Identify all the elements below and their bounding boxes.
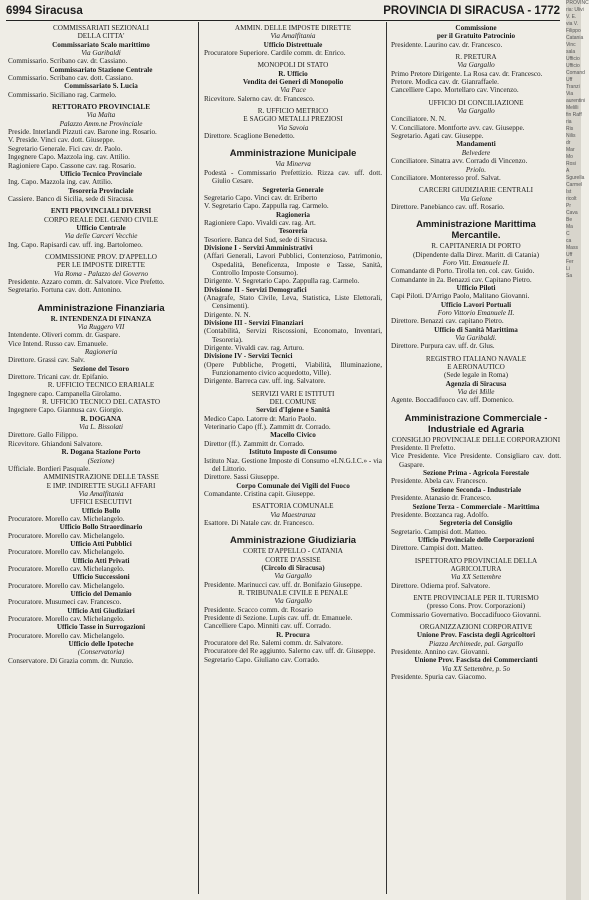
section-heading: UFFICI ESECUTIVI [70, 498, 132, 507]
entry-text: Segretario. Agati cav. Giuseppe. [391, 132, 484, 141]
entry-text: Ingegnere Capo. Giannusa cav. Giorgio. [8, 406, 124, 415]
address-line: Foro Vitt. Emanuele II. [442, 258, 510, 267]
margin-fragment: Nilis [566, 133, 576, 139]
entry-text: Conservatore. Di Grazia comm. dr. Nunzio. [8, 656, 134, 665]
entry-text: Direttore. Campisi dott. Matteo. [391, 544, 484, 553]
margin-fragment: Comand [566, 70, 585, 76]
address-line: Foro Vittorio Emanuele II. [437, 308, 515, 317]
office-heading: Ragioneria [276, 210, 310, 219]
office-heading: R. DOGANA [80, 414, 122, 423]
address-line: Via Gargallo [457, 107, 495, 116]
office-heading: Ufficio Tasse in Surrogazioni [56, 623, 146, 632]
office-heading: Ufficio Piloti [456, 283, 496, 292]
margin-fragment: Rosi [566, 161, 577, 167]
margin-fragment: Ma [566, 224, 573, 230]
entry-text: V. Preside. Vinci cav. dott. Giuseppe. [8, 136, 115, 145]
section-heading: DELLA CITTA' [77, 32, 125, 41]
section-heading: AMMINISTRAZIONE DELLE TASSE [43, 473, 159, 482]
entry-text: Preside. Interlandi Pizzuti cav. Barone ing. Rosario. [8, 128, 157, 137]
entry-text: Direttore. Odierna prof. Salvatore. [391, 581, 490, 590]
office-heading: Commissariato Scalo marittimo [52, 40, 150, 49]
margin-fragment: Sgurella [566, 175, 585, 181]
section-heading: COMMISSIONE PROV. D'APPELLO [45, 252, 157, 261]
entry-text: Primo Pretore Dirigente. La Rosa cav. dr. Francesco. [391, 69, 543, 78]
entry-text: Procuratore. Morello cav. Michelangelo. [8, 514, 125, 523]
entry-text: Conciliatore. Monteresso prof. Salvat. [391, 173, 501, 182]
address-line: (Conservatoria) [77, 648, 125, 657]
entry-text: Segretario. Fortuna cav. dott. Antonino. [8, 286, 122, 295]
column-divider [386, 22, 387, 894]
administration-title: Amministrazione Commerciale - Industriale ed Agraria [404, 411, 548, 434]
address-line: Via Garibaldi [81, 49, 121, 58]
page-number-and-city: 6994 Siracusa [6, 5, 83, 17]
margin-fragment: Carmel [566, 182, 583, 188]
address-line: Via Amalfitania [270, 32, 316, 41]
section-heading: (Sede legale in Roma) [443, 371, 509, 380]
province-title: PROVINCIA DI SIRACUSA - 1772 [383, 5, 560, 17]
column-3 [391, 24, 561, 892]
section-heading: MONOPOLI DI STATO [257, 61, 329, 70]
office-heading: Commissariato S. Lucia [64, 82, 138, 91]
entry-text: Direttore. Scaglione Benedetto. [204, 132, 295, 141]
division-heading: Divisione I - Servizi Amministrativi [204, 243, 313, 252]
office-heading: Unione Prov. Fascista dei Commercianti [414, 656, 538, 665]
entry-text: Direttore. Grassi cav. Salv. [8, 356, 85, 365]
margin-fragment: C [566, 231, 570, 237]
margin-fragment: V. E. [566, 14, 577, 20]
office-heading: Ufficio delle Ipoteche [68, 640, 134, 649]
entry-text: Direttore. Tricani cav. dr. Epifanio. [8, 373, 109, 382]
section-heading: SERVIZI VARI E ISTITUTI [251, 389, 335, 398]
spacer [204, 140, 382, 144]
margin-fragment: Catania [566, 35, 584, 41]
address-line: Via Gargallo [457, 61, 495, 70]
margin-fragment: Mo [566, 154, 573, 160]
address-line: Via delle Carceri Vecchie [64, 232, 138, 241]
section-heading: ORGANIZZAZIONI CORPORATIVE [419, 622, 533, 631]
entry-text: Direttore. Purpura cav. uff. dr. Glus. [391, 342, 495, 351]
entry-text: Ingegnere capo. Campanella Girolamo. [8, 389, 122, 398]
entry-text: Commissario Governativo. Boccadifuoco Giovanni. [391, 610, 541, 619]
office-heading: Istituto Imposte di Consumo [249, 448, 337, 457]
margin-fragment: Filippo [566, 28, 581, 34]
address-line: Palazzo Amm.ne Provinciale [59, 119, 143, 128]
spacer [391, 211, 561, 215]
section-heading: (presso Cons. Prov. Corporazioni) [427, 602, 525, 611]
entry-text: Ragioniere Capo. Vivaldi cav. rag. Art. [204, 218, 316, 227]
office-heading: Ufficio del Demanio [70, 590, 132, 598]
section-heading: R. CAPITANERIA DI PORTO [431, 242, 521, 251]
entry-text: Procuratore. Morello cav. Michelangelo. [8, 581, 125, 590]
margin-fragment: Ufficio [566, 63, 580, 69]
office-heading: Ufficio Bollo [81, 506, 121, 515]
margin-fragment: A [566, 168, 570, 174]
office-heading: Ufficio Atti Pubblici [70, 539, 132, 548]
office-heading: Unione Prov. Fascista degli Agricoltori [416, 631, 536, 640]
section-heading: ENTE PROVINCIALE PER IL TURISMO [413, 593, 539, 602]
office-heading: Macello Civico [270, 431, 316, 440]
margin-fragment: ricolt [566, 196, 577, 202]
margin-fragment: fin Raff [566, 112, 582, 118]
office-heading: Tesoreria Provinciale [68, 186, 134, 195]
office-heading: Agenzia di Siracusa [445, 379, 507, 388]
office-heading: Ufficio Atti Privati [72, 556, 130, 565]
entry-text: Procuratore. Morello cav. Michelangelo. [8, 548, 125, 557]
spacer [391, 405, 561, 409]
entry-text: Procuratore. Musumeci cav. Francesco. [8, 598, 122, 607]
entry-text: Commissario. Siciliano rag. Carmelo. [8, 90, 117, 99]
entry-text: Ricevitore. Ghiandoni Salvatore. [8, 439, 103, 448]
entry-text: Intendente. Oliveri comm. dr. Gaspare. [8, 331, 121, 340]
office-heading: Ufficio Atti Giudiziari [67, 606, 135, 615]
address-line: Via Gargallo [274, 597, 312, 606]
office-heading: Mandamenti [456, 140, 496, 149]
margin-fragment: sala [566, 49, 576, 55]
administration-title: Amministrazione Municipale [229, 147, 357, 159]
address-line: Via Maestranza [270, 510, 316, 519]
address-line: Via XX Settembre, p. 5o [441, 664, 511, 673]
running-header [6, 2, 564, 20]
entry-text: Presidente. Marinucci cav. uff. dr. Bonifazio Giuseppe. [204, 580, 363, 589]
administration-title: Amministrazione Marittima Mercantile. [416, 218, 536, 241]
address-line: Priolo. [465, 165, 487, 174]
address-line: Belvedere [461, 148, 491, 157]
entry-text: Presidente di Sezione. Lupis cav. uff. dr. Emanuele. [204, 614, 353, 622]
entry-text: (Affari Generali, Lavori Pubblici, Contenzioso, Patrimonio, Ospedalità, Beneficenza, Imposte e Tasse, Sanità, Controllo Imposte Consumo). [204, 252, 382, 277]
margin-fragment: Uff [566, 252, 573, 258]
entry-text: Tesoriere. Banca del Sud, sede di Siracusa. [204, 235, 328, 244]
administration-title: Amministrazione Finanziaria [37, 301, 165, 313]
section-heading: R. TRIBUNALE CIVILE E PENALE [238, 588, 348, 597]
entry-text: Procuratore. Morello cav. Michelangelo. [8, 615, 125, 624]
office-heading: Ufficio Centrale [76, 223, 126, 232]
entry-text: Procuratore del Re aggiunto. Salerno cav. uff. dr. Giuseppe. [204, 647, 376, 656]
entry-text: Conciliatore. Sinatra avv. Corrado di Vincenzo. [391, 157, 528, 166]
entry-text: Direttore. Benazzi cav. capitano Pietro. [391, 317, 504, 326]
section-heading: REGISTRO ITALIANO NAVALE [425, 354, 527, 363]
margin-fragment: Be [566, 217, 573, 223]
office-heading: Sezione Seconda - Industriale [430, 485, 522, 494]
entry-text: Commissario. Scribano cav. dr. Cassiano. [8, 57, 128, 66]
section-heading: E AERONAUTICO [447, 363, 505, 372]
entry-text: Presidente. Abela cav. Francesco. [391, 477, 488, 486]
margin-fragment: Mar [566, 147, 575, 153]
entry-text: Cancelliere Capo. Minniti cav. uff. Corrado. [204, 622, 331, 631]
administration-title: Amministrazione Giudiziaria [229, 534, 357, 546]
office-heading: Commissariato Stazione Centrale [49, 65, 153, 74]
section-heading: ISPETTORATO PROVINCIALE DELLA AGRICOLTURA [414, 556, 538, 573]
division-heading: Divisione II - Servizi Demografici [204, 285, 307, 294]
section-heading: UFFICIO DI CONCILIAZIONE [428, 98, 524, 107]
address-line: Via Ruggero VII [77, 323, 125, 331]
entry-text: Direttore. Sassi Giuseppe. [204, 473, 280, 482]
margin-fragment: aurentini [566, 98, 586, 104]
margin-fragment: Li [566, 266, 570, 272]
margin-fragment: Ris [566, 126, 574, 132]
margin-fragment: Melilli [566, 105, 579, 111]
office-heading: Sezione del Tesoro [72, 364, 130, 373]
entry-text: Presidente. Spuria cav. Giacomo. [391, 673, 487, 682]
address-line: Via Minerva [275, 160, 311, 169]
entry-text: Comandante. Cristina capit. Giuseppe. [204, 489, 315, 498]
entry-text: Segretario Capo. Vinci cav. dr. Eriberto [204, 193, 318, 202]
margin-fragment: Cava [566, 210, 578, 216]
entry-text: Presidente. Scacco comm. dr. Rosario [204, 605, 313, 614]
office-heading: RETTORATO PROVINCIALE [51, 103, 151, 112]
entry-text: Cancelliere Capo. Mortellaro cav. Vincenzo. [391, 86, 519, 95]
entry-text: Esattore. Di Natale cav. dr. Francesco. [204, 518, 314, 527]
office-heading: Vendita dei Generi di Monopolio [242, 78, 344, 87]
address-line: Ragioneria [84, 348, 118, 357]
office-heading: Ufficio Tecnico Provinciale [59, 169, 143, 178]
column-1 [8, 24, 194, 892]
margin-fragment: ria: Ulivi [566, 7, 584, 13]
section-heading: DEL COMUNE [269, 398, 317, 407]
margin-fragment: Ist [566, 189, 572, 195]
margin-fragment: Pr [566, 203, 571, 209]
entry-text: Ing. Capo. Rapisardi cav. uff. ing. Bartolomeo. [8, 240, 143, 249]
office-heading: R. Ufficio [278, 69, 308, 78]
entry-text: Ing. Capo. Mazzola ing. cav. Attilio. [8, 178, 113, 187]
entry-text: V. Conciliatore. Montforte avv. cav. Giuseppe. [391, 123, 525, 132]
entry-text: Presidente. Laurino cav. dr. Francesco. [391, 40, 503, 49]
entry-text: Segretario. Campisi dott. Matteo. [391, 527, 487, 536]
address-line: Via dei Mille [457, 388, 495, 397]
section-heading: CORTE D'ASSISE [265, 555, 321, 564]
entry-text: Agente. Boccadifuoco cav. uff. Domenico. [391, 396, 514, 405]
entry-text: Procuratore. Morello cav. Michelangelo. [8, 564, 125, 573]
section-heading: ESATTORIA COMUNALE [252, 502, 334, 511]
column-2 [204, 24, 382, 892]
entry-text: Presidente. Bozzanca rag. Adolfo. [391, 510, 489, 519]
address-line: Via Amalfitania [78, 489, 124, 498]
entry-text: Procuratore. Morello cav. Michelangelo. [8, 631, 125, 640]
section-heading: R. UFFICIO TECNICO ERARIALE [47, 381, 155, 390]
entry-text: Direttore. Gallo Filippo. [8, 431, 78, 440]
entry-text: Procuratore. Morello cav. Michelangelo. [8, 531, 125, 540]
entry-text: Vice Presidente. Vice Presidente. Consigliaro cav. dott. Gaspare. [391, 452, 561, 469]
margin-fragment: Mass [566, 245, 578, 251]
address-line: (Sezione) [87, 456, 115, 465]
section-heading: CORPO REALE DEL GENIO CIVILE [44, 215, 158, 224]
entry-text: Capi Piloti. D'Arrigo Paolo, Malitano Giovanni. [391, 292, 530, 301]
entry-text: (Contabilità, Servizi Riscossioni, Economato, Inventari, Tesoreria). [204, 327, 382, 344]
entry-text: Comandante di Porto. Tirolla ten. col. cav. Guido. [391, 267, 535, 276]
section-heading: R. PRETURA [455, 53, 497, 62]
margin-fragment: Fer [566, 259, 574, 265]
entry-text: Cassiere. Banco di Sicilia, sede di Siracusa. [8, 194, 134, 203]
section-heading: AMMIN. DELLE IMPOSTE DIRETTE [234, 24, 352, 32]
entry-text: Dirigente. Barreca cav. uff. ing. Salvatore. [204, 377, 326, 386]
entry-text: Procuratore del Re. Salemi comm. dr. Salvatore. [204, 639, 343, 648]
section-heading: E SAGGIO METALLI PREZIOSI [243, 115, 343, 124]
entry-text: Segretario Generale. Fici cav. dr. Paolo. [8, 144, 123, 153]
address-line: Via Gargallo [274, 572, 312, 581]
entry-text: Veterinario Capo (ff.). Zammitt dr. Corrado. [204, 423, 331, 432]
entry-text: Ingegnere Capo. Mazzola ing. cav. Attilio. [8, 153, 130, 162]
entry-text: Commissario. Scribano cav. dott. Cassiano. [8, 74, 133, 83]
entry-text: Ufficiale. Bordieri Pasquale. [8, 464, 91, 473]
entry-text: Presidente. Azzaro comm. dr. Salvatore. Vice Prefetto. [8, 277, 165, 286]
section-heading: CORTE D'APPELLO - CATANIA [243, 547, 343, 556]
margin-fragment: Uff [566, 77, 573, 83]
office-heading: per il Gratuito Patrocinio [436, 32, 516, 41]
entry-text: (Anagrafe, Stato Civile, Leva, Statistica, Liste Elettorali, Censimenti). [204, 293, 382, 311]
entry-text: Pretore. Modica cav. dr. Gianraffaele. [391, 78, 499, 87]
entry-text: Podestà - Commissario Prefettizio. Rizza cav. uff. dott. Giulio Cesare. [204, 168, 382, 186]
entry-text: Istituto Naz. Gestione Imposte di Consumo «I.N.G.I.C.» - via del Littorio. [204, 456, 382, 473]
spacer [8, 295, 194, 299]
address-line: Via Pace [280, 86, 306, 95]
entry-text: (Opere Pubbliche, Progetti, Viabilità, Illuminazione, Funzionamento civico acquedotto, Ville). [204, 360, 382, 378]
margin-fragment: ria [566, 119, 572, 125]
address-line: Via XX Settembre [450, 573, 502, 582]
office-heading: Ufficio di Sanità Marittima [434, 325, 518, 334]
section-heading: R. UFFICIO TECNICO DEL CATASTO [41, 398, 161, 407]
division-heading: Divisione III - Servizi Finanziari [204, 319, 304, 327]
margin-fragment: Sa [566, 273, 573, 279]
office-heading: Ufficio Successioni [72, 573, 130, 582]
entry-text: Dirigente. N. N. [204, 310, 251, 319]
margin-fragment: via V. [566, 21, 579, 27]
margin-fragment: PROVINC [566, 0, 589, 6]
column-divider [198, 22, 199, 894]
entry-text: Segretario Capo. Giuliano cav. Corrado. [204, 655, 320, 664]
address-line: Via Malta [86, 111, 116, 120]
address-line: Via Garibaldi. [455, 334, 497, 342]
office-heading: Ufficio Lavori Portuali [440, 300, 512, 309]
entry-text: Dirigente. V. Segretario Capo. Zappulla rag. Carmelo. [204, 277, 360, 286]
entry-text: Direttor (ff.). Zammitt dr. Corrado. [204, 439, 305, 448]
margin-fragment: Vinc [566, 42, 576, 48]
office-heading: (Circolo di Siracusa) [261, 563, 325, 572]
entry-text: Presidente. Atanasio dr. Francesco. [391, 494, 492, 503]
office-heading: Corpo Comunale dei Vigili del Fuoco [236, 481, 350, 490]
office-heading: R. Procura [276, 630, 310, 639]
entry-text: Procuratore Superiore. Cardile comm. dr. Enrico. [204, 49, 346, 58]
address-line: Via L. Bissolati [79, 423, 123, 432]
address-line: Via Savoia [277, 123, 309, 132]
spacer [204, 527, 382, 531]
office-heading: Ufficio Bollo Straordinario [59, 523, 143, 532]
section-heading: CARCERI GIUDIZIARIE CENTRALI [418, 186, 534, 195]
margin-fragment: Tranzi [566, 84, 580, 90]
next-page-edge [566, 0, 589, 900]
office-heading: R. INTENDENZA DI FINANZA [50, 314, 152, 323]
address-line: Via Gelone [460, 194, 492, 203]
office-heading: Ufficio Distrettuale [263, 40, 323, 49]
entry-text: Conciliatore. N. N. [391, 115, 446, 124]
office-heading: Servizi d'Igiene e Sanità [255, 406, 331, 415]
entry-text: Presidente. Il Prefetto. [391, 444, 456, 453]
section-heading: (Dipendente dalla Direz. Maritt. di Catania) [413, 250, 539, 259]
section-heading: PER LE IMPOSTE DIRETTE [56, 261, 146, 270]
entry-text: Ricevitore. Salerno cav. dr. Francesco. [204, 94, 315, 103]
entry-text: Vice Intend. Russo cav. Emanuele. [8, 339, 108, 348]
section-heading: CONSIGLIO PROVINCIALE DELLE CORPORAZIONI [391, 435, 561, 444]
entry-text: Direttore. Panebianco cav. uff. Rosario. [391, 202, 505, 211]
office-heading: Segreteria Generale [262, 185, 324, 194]
section-heading: E IMP. INDIRETTE SUGLI AFFARI [46, 481, 156, 490]
office-heading: R. Dogana Stazione Porto [61, 448, 141, 457]
margin-fragment: dr [566, 140, 571, 146]
header-rule [6, 20, 560, 21]
office-heading: Sezione Prima - Agricola Forestale [422, 469, 530, 478]
address-line: Via Roma - Palazzo del Governo [53, 269, 149, 278]
entry-text: V. Segretario Capo. Zappulla rag. Carmelo. [204, 202, 329, 211]
margin-fragment: Via [566, 91, 574, 97]
office-heading: ENTI PROVINCIALI DIVERSI [50, 207, 152, 216]
section-heading: COMMISSARIATI SEZIONALI [52, 24, 150, 32]
entry-text: Presidente. Annino cav. Giovanni. [391, 648, 490, 656]
entry-text: Dirigente. Vivaldi cav. rag. Arturo. [204, 344, 304, 353]
office-heading: Segreteria del Consiglio [439, 519, 513, 528]
section-heading: R. UFFICIO METRICO [257, 107, 329, 116]
office-heading: Commissione [455, 24, 497, 32]
margin-fragment: ca [566, 238, 572, 244]
address-line: Piazza Archimede, pal. Gargallo [428, 639, 524, 648]
office-heading: Sezione Terza - Commerciale - Marittima [412, 502, 540, 511]
entry-text: Ragioniere Capo. Cassone cav. rag. Rosario. [8, 161, 136, 170]
entry-text: Medico Capo. Latorre dr. Mario Paolo. [204, 414, 317, 423]
entry-text: Comandante in 2a. Benazzi cav. Capitano Pietro. [391, 275, 532, 284]
division-heading: Divisione IV - Servizi Tecnici [204, 352, 293, 361]
office-heading: Tesoreria [278, 227, 308, 236]
margin-fragment: Ufficio [566, 56, 580, 62]
office-heading: Ufficio Provinciale delle Corporazioni [417, 535, 535, 544]
